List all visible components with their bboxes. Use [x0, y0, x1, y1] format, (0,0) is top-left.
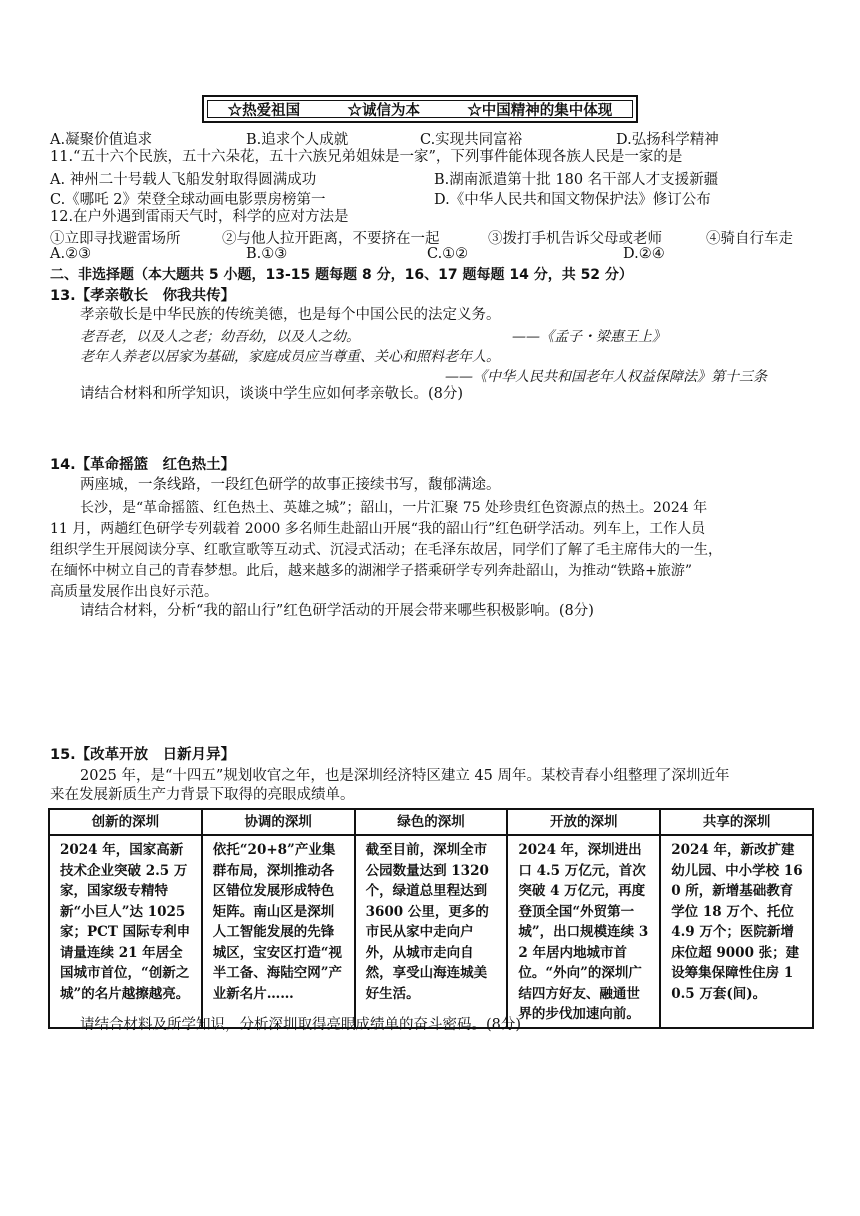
cell-innovation: 2024 年，国家高新技术企业突破 2.5 万家，国家级专精特新“小巨人”达 1025 家；PCT 国际专利申请量连续 21 年居全国城市首位，“创新之城”的名片越擦越亮。 [49, 835, 202, 1028]
q12-statement-3: ③拨打手机告诉父母或老师 [488, 231, 662, 247]
q12-statement-2: ②与他人拉开距离，不要挤在一起 [222, 231, 440, 247]
q12-option-a: A.②③ [50, 246, 92, 262]
slogan-2: ☆诚信为本 [347, 101, 420, 119]
q11-option-d: D.《中华人民共和国文物保护法》修订公布 [434, 192, 711, 208]
q13-title: 13.【孝亲敬长 你我共传】 [50, 288, 236, 304]
q10-option-c: C.实现共同富裕 [420, 132, 523, 148]
cell-green: 截至目前，深圳全市公园数量达到 1320 个，绿道总里程达到 3600 公里，更多的市民从家中走向户外，从城市走向自然，享受山海连城美好生活。 [355, 835, 508, 1028]
q11-option-b: B.湖南派遣第十批 180 名干部人才支援新疆 [434, 172, 719, 188]
q11-option-a: A. 神州二十号载人飞船发射取得圆满成功 [50, 172, 317, 188]
q12-option-b: B.①③ [246, 246, 288, 262]
table-header-row [49, 809, 813, 835]
slogan-1: ☆热爱祖国 [227, 101, 301, 119]
q13-source-1: ——《孟子・梁惠王上》 [512, 329, 666, 345]
q14-paragraph-2-line-1: 长沙，是“革命摇篮、红色热土、英雄之城”；韶山，一片汇聚 75 处珍贵红色资源点的热土。2024 年 [80, 500, 708, 516]
q15-paragraph-line-2: 来在发展新质生产力背景下取得的亮眼成绩单。 [50, 787, 355, 803]
q14-question: 请结合材料，分析“我的韶山行”红色研学活动的开展会带来哪些积极影响。(8分) [80, 603, 594, 619]
q14-paragraph-2-line-4: 在缅怀中树立自己的青春梦想。此后，越来越多的湖湘学子搭乘研学专列奔赴韶山，为推动“铁路+旅游” [50, 563, 693, 579]
cell-coordination: 依托“20+8”产业集群布局，深圳推动各区错位发展形成特色矩阵。南山区是深圳人工智能发展的先锋城区，宝安区打造“视半工备、海陆空网”产业新名片…… [202, 835, 355, 1028]
q13-quote-1: 老吾老，以及人之老；幼吾幼，以及人之幼。 [80, 329, 360, 345]
cell-openness: 2024 年，深圳进出口 4.5 万亿元，首次突破 4 万亿元，再度登顶全国“外贸第一城”，出口规模连续 32 年居内地城市首位。“外向”的深圳广结四方好友、融通世界的步伐加速向前。 [507, 835, 660, 1028]
section2-title: 二、非选择题（本大题共 5 小题，13-15 题每题 8 分，16、17 题每题 14 分，共 52 分） [50, 267, 633, 283]
q14-paragraph-1: 两座城，一条线路，一段红色研学的故事正接续书写，馥郁满途。 [80, 477, 501, 493]
q12-statement-4: ④骑自行车走 [706, 231, 793, 247]
q13-quote-2: 老年人养老以居家为基础，家庭成员应当尊重、关心和照料老年人。 [80, 349, 500, 365]
header-coordination: 协调的深圳 [202, 809, 355, 835]
q10-option-a: A.凝聚价值追求 [50, 132, 153, 148]
slogan-box [202, 95, 638, 123]
q14-paragraph-2-line-5: 高质量发展作出良好示范。 [50, 584, 218, 600]
q13-source-2: ——《中华人民共和国老年人权益保障法》第十三条 [445, 369, 767, 385]
q10-option-d: D.弘扬科学精神 [616, 132, 719, 148]
cell-sharing: 2024 年，新改扩建幼儿园、中小学校 160 所，新增基础教育学位 18 万个、托位 4.9 万个；医院新增床位超 9000 张；建设筹集保障性住房 10.5 万套(间)。 [660, 835, 813, 1028]
header-green: 绿色的深圳 [355, 809, 508, 835]
q11-option-c: C.《哪吒 2》荣登全球动画电影票房榜第一 [50, 192, 326, 208]
q11-stem: 11.“五十六个民族，五十六朵花，五十六族兄弟姐妹是一家”，下列事件能体现各族人民是一家的是 [50, 149, 683, 165]
q14-title: 14.【革命摇篮 红色热土】 [50, 457, 236, 473]
header-sharing: 共享的深圳 [660, 809, 813, 835]
q12-stem: 12.在户外遇到雷雨天气时，科学的应对方法是 [50, 209, 349, 225]
q12-option-d: D.②④ [623, 246, 665, 262]
q13-paragraph: 孝亲敬长是中华民族的传统美德，也是每个中国公民的法定义务。 [80, 307, 501, 323]
q12-statement-1: ①立即寻找避雷场所 [50, 231, 181, 247]
q15-question: 请结合材料及所学知识，分析深圳取得亮眼成绩单的奋斗密码。(8分) [80, 1017, 522, 1033]
q14-paragraph-2-line-2: 11 月，两趟红色研学专列载着 2000 多名师生赴韶山开展“我的韶山行”红色研学活动。列车上，工作人员 [50, 521, 706, 537]
table-row [49, 835, 813, 1028]
q12-option-c: C.①② [427, 246, 469, 262]
slogan-3: ☆中国精神的集中体现 [467, 101, 613, 119]
shenzhen-achievements-table [48, 808, 814, 1029]
header-innovation: 创新的深圳 [49, 809, 202, 835]
q15-title: 15.【改革开放 日新月异】 [50, 747, 236, 763]
q14-paragraph-2-line-3: 组织学生开展阅读分享、红歌宣歌等互动式、沉浸式活动；在毛泽东故居，同学们了解了毛主席伟大的一生， [50, 542, 722, 558]
q15-paragraph-line-1: 2025 年，是“十四五”规划收官之年，也是深圳经济特区建立 45 周年。某校青春小组整理了深圳近年 [80, 768, 730, 784]
q13-question: 请结合材料和所学知识，谈谈中学生应如何孝亲敬长。(8分) [80, 386, 464, 402]
header-openness: 开放的深圳 [507, 809, 660, 835]
q10-option-b: B.追求个人成就 [246, 132, 349, 148]
